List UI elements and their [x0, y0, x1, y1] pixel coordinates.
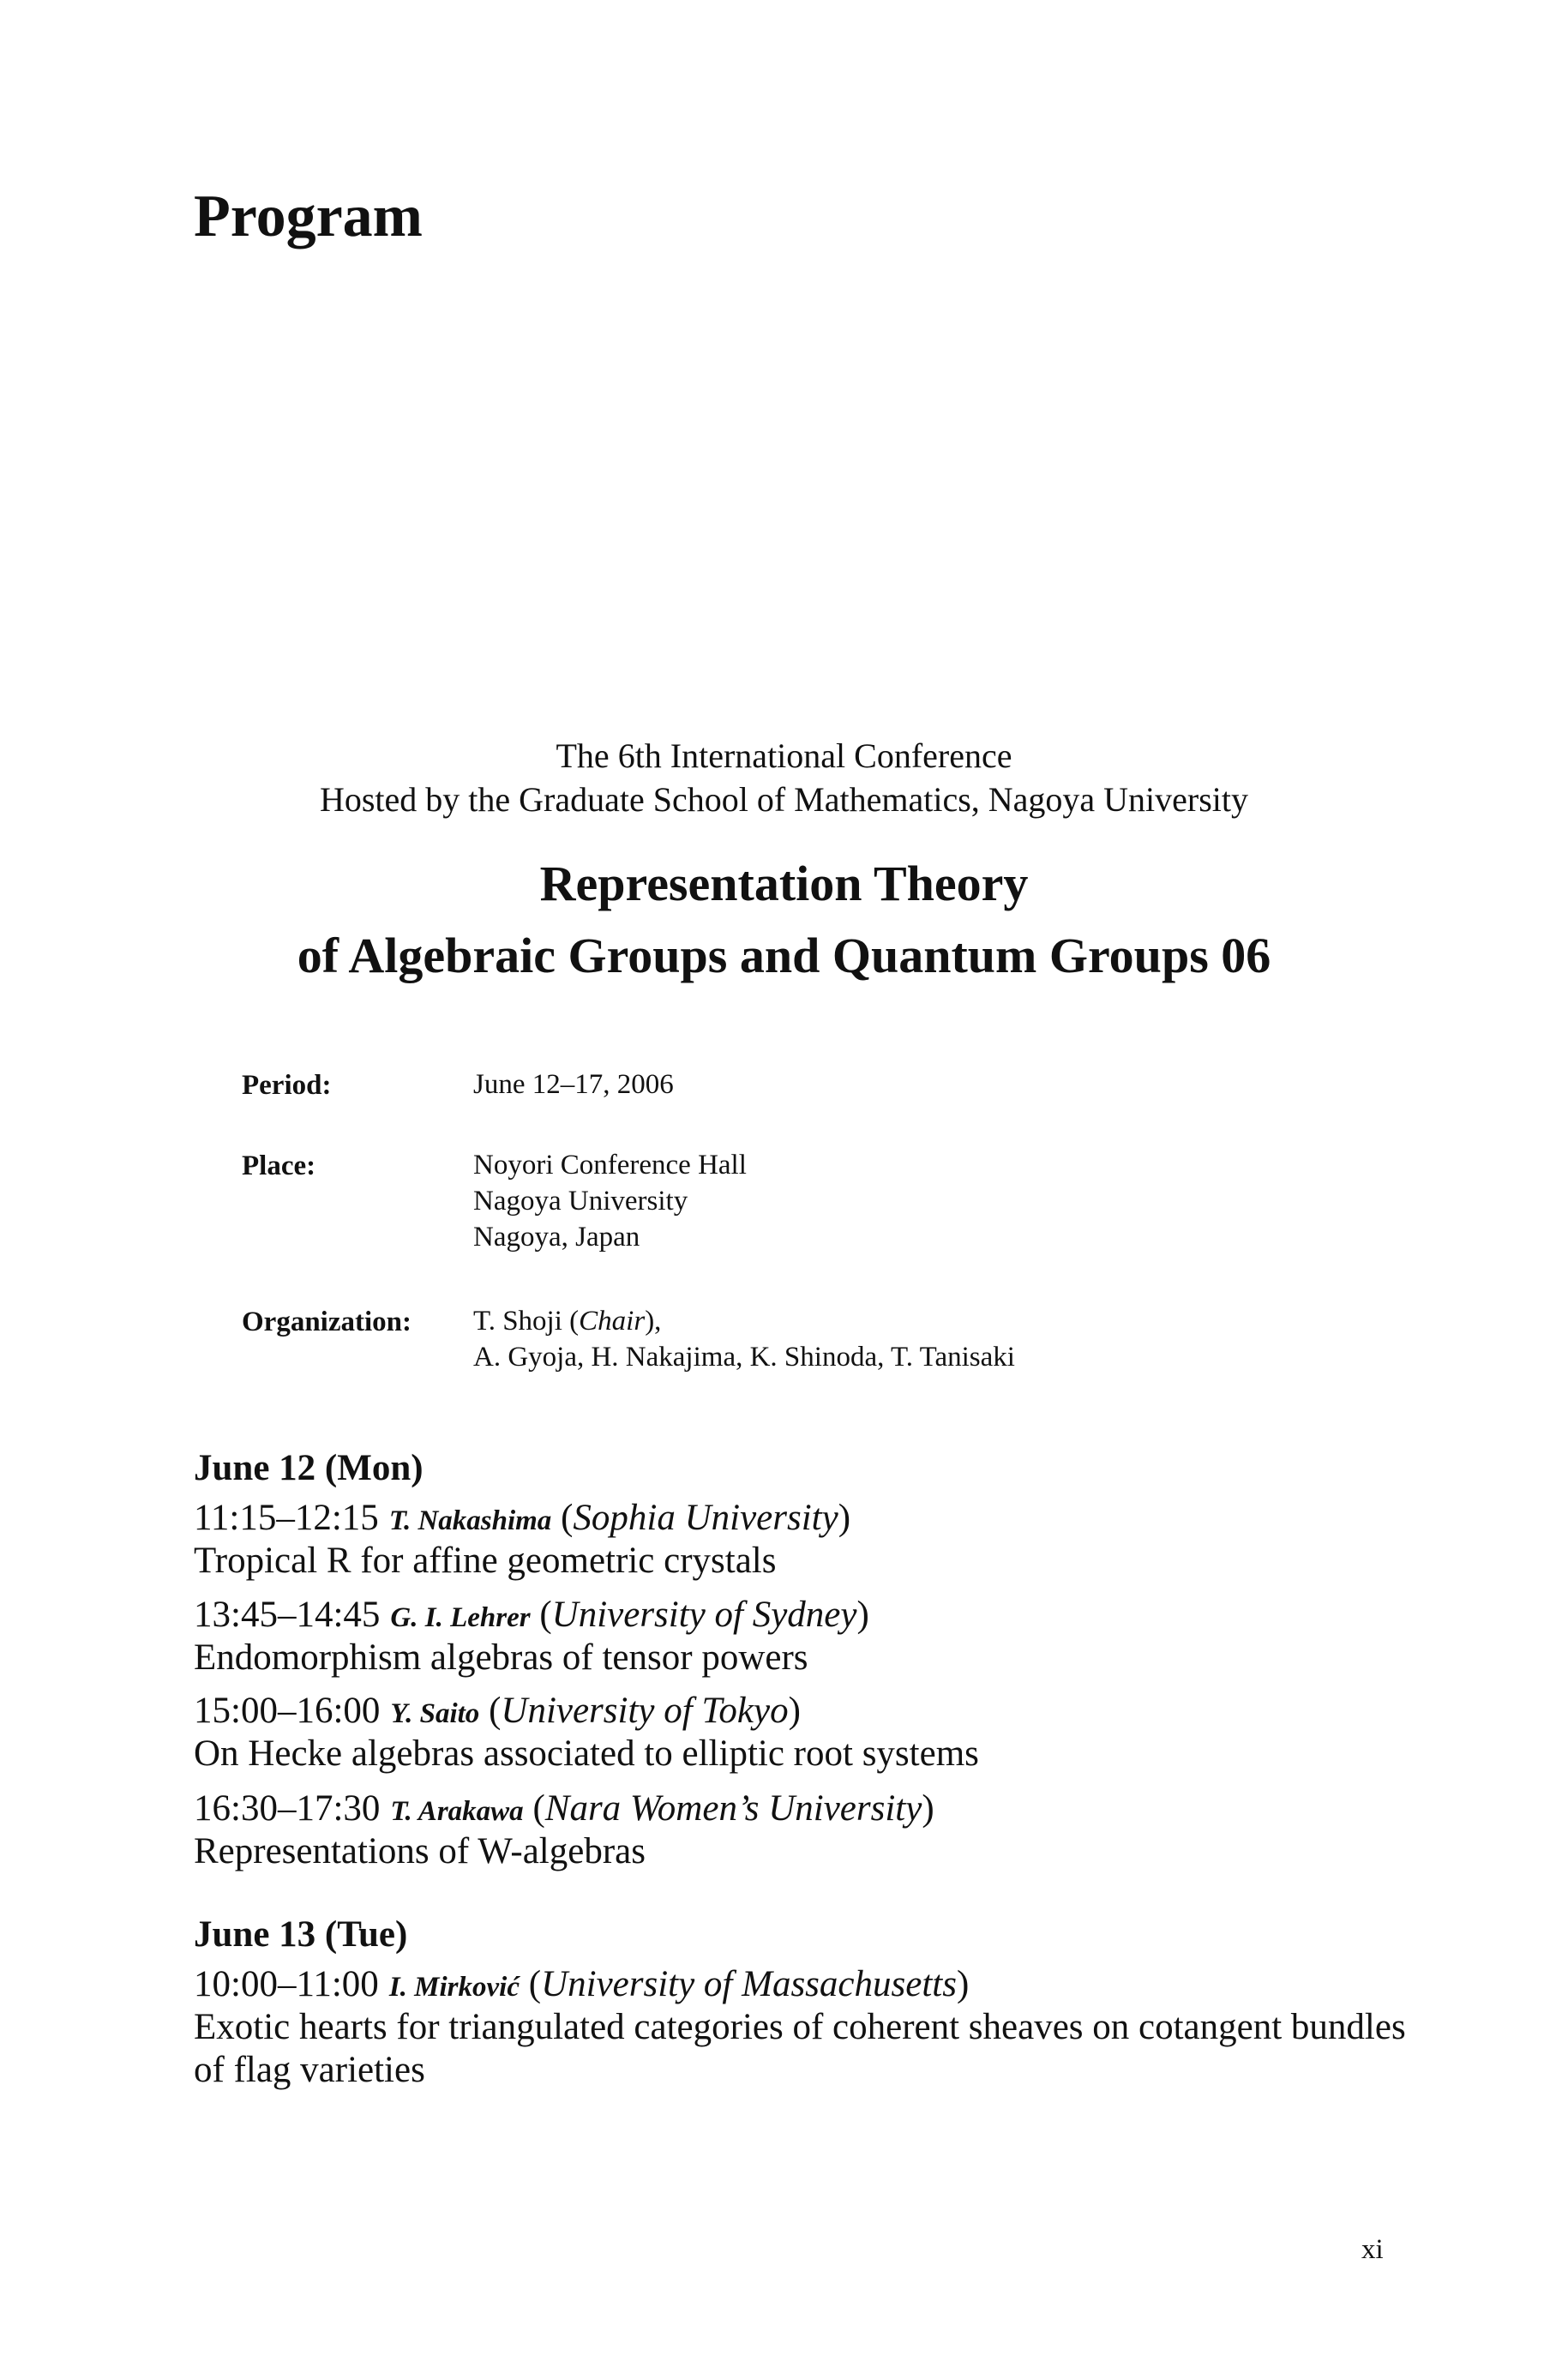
conference-host: Hosted by the Graduate School of Mathematics, Nagoya University [319, 780, 1249, 819]
talk-time: 13:45–14:45 [194, 1595, 381, 1635]
place-line: Noyori Conference Hall [473, 1150, 747, 1180]
page-title: Program [194, 183, 423, 249]
conference-title-line1: Representation Theory [539, 856, 1029, 911]
talk-speaker: T. Arakawa [390, 1796, 524, 1827]
organization-chair-line: T. Shoji (Chair), [473, 1306, 662, 1337]
organization-chair-role: Chair [579, 1306, 646, 1337]
talk-affiliation: University of Tokyo [501, 1691, 789, 1731]
place-value [473, 1147, 747, 1255]
talk-speaker: I. Mirković [388, 1972, 520, 2003]
talk-header: 13:45–14:45 G. I. Lehrer (University of Sydney) [194, 1595, 869, 1635]
talk-header: 15:00–16:00 Y. Saito (University of Tokyo) [194, 1691, 801, 1731]
talk-header: 16:30–17:30 T. Arakawa (Nara Women’s University) [194, 1788, 934, 1829]
talk-time: 11:15–12:15 [194, 1498, 379, 1538]
period-label: Period: [242, 1070, 332, 1101]
page-number: xi [1361, 2234, 1384, 2265]
place-label: Place: [242, 1150, 316, 1181]
organization-label: Organization: [242, 1307, 412, 1337]
conference-subtitle: The 6th International Conference [556, 736, 1012, 775]
talk-affiliation: Nara Women’s University [544, 1788, 922, 1829]
talk-speaker: Y. Saito [390, 1698, 480, 1729]
talk-title: Endomorphism algebras of tensor powers [194, 1637, 808, 1678]
talk-header: 10:00–11:00 I. Mirković (University of Massachusetts) [194, 1964, 970, 2004]
talk-time: 15:00–16:00 [194, 1691, 381, 1731]
day-heading: June 12 (Mon) [194, 1448, 424, 1488]
period-value: June 12–17, 2006 [473, 1069, 674, 1100]
conference-title-line2: of Algebraic Groups and Quantum Groups 06 [297, 928, 1271, 983]
talk-time: 10:00–11:00 [194, 1964, 379, 2004]
talk-title: On Hecke algebras associated to elliptic root systems [194, 1733, 979, 1774]
talk-title: Exotic hearts for triangulated categories of coherent sheaves on cotangent bundles of flag varieties [194, 2007, 1406, 2090]
organization-chair: T. Shoji [473, 1306, 562, 1337]
talk-affiliation: University of Massachusetts [541, 1964, 957, 2004]
talk-speaker: T. Nakashima [388, 1505, 552, 1536]
organization-value [473, 1303, 1015, 1375]
talk-header: 11:15–12:15 T. Nakashima (Sophia University) [194, 1498, 851, 1538]
day-heading: June 13 (Tue) [194, 1914, 408, 1955]
organization-members: A. Gyoja, H. Nakajima, K. Shinoda, T. Tanisaki [473, 1342, 1015, 1373]
talk-affiliation: University of Sydney [551, 1595, 857, 1635]
talk-affiliation: Sophia University [573, 1498, 838, 1538]
talk-time: 16:30–17:30 [194, 1788, 381, 1829]
place-line: Nagoya, Japan [473, 1222, 640, 1253]
place-line: Nagoya University [473, 1186, 688, 1217]
talk-speaker: G. I. Lehrer [390, 1602, 531, 1633]
talk-title: Representations of W-algebras [194, 1831, 646, 1871]
talk-title: Tropical R for affine geometric crystals [194, 1541, 777, 1581]
